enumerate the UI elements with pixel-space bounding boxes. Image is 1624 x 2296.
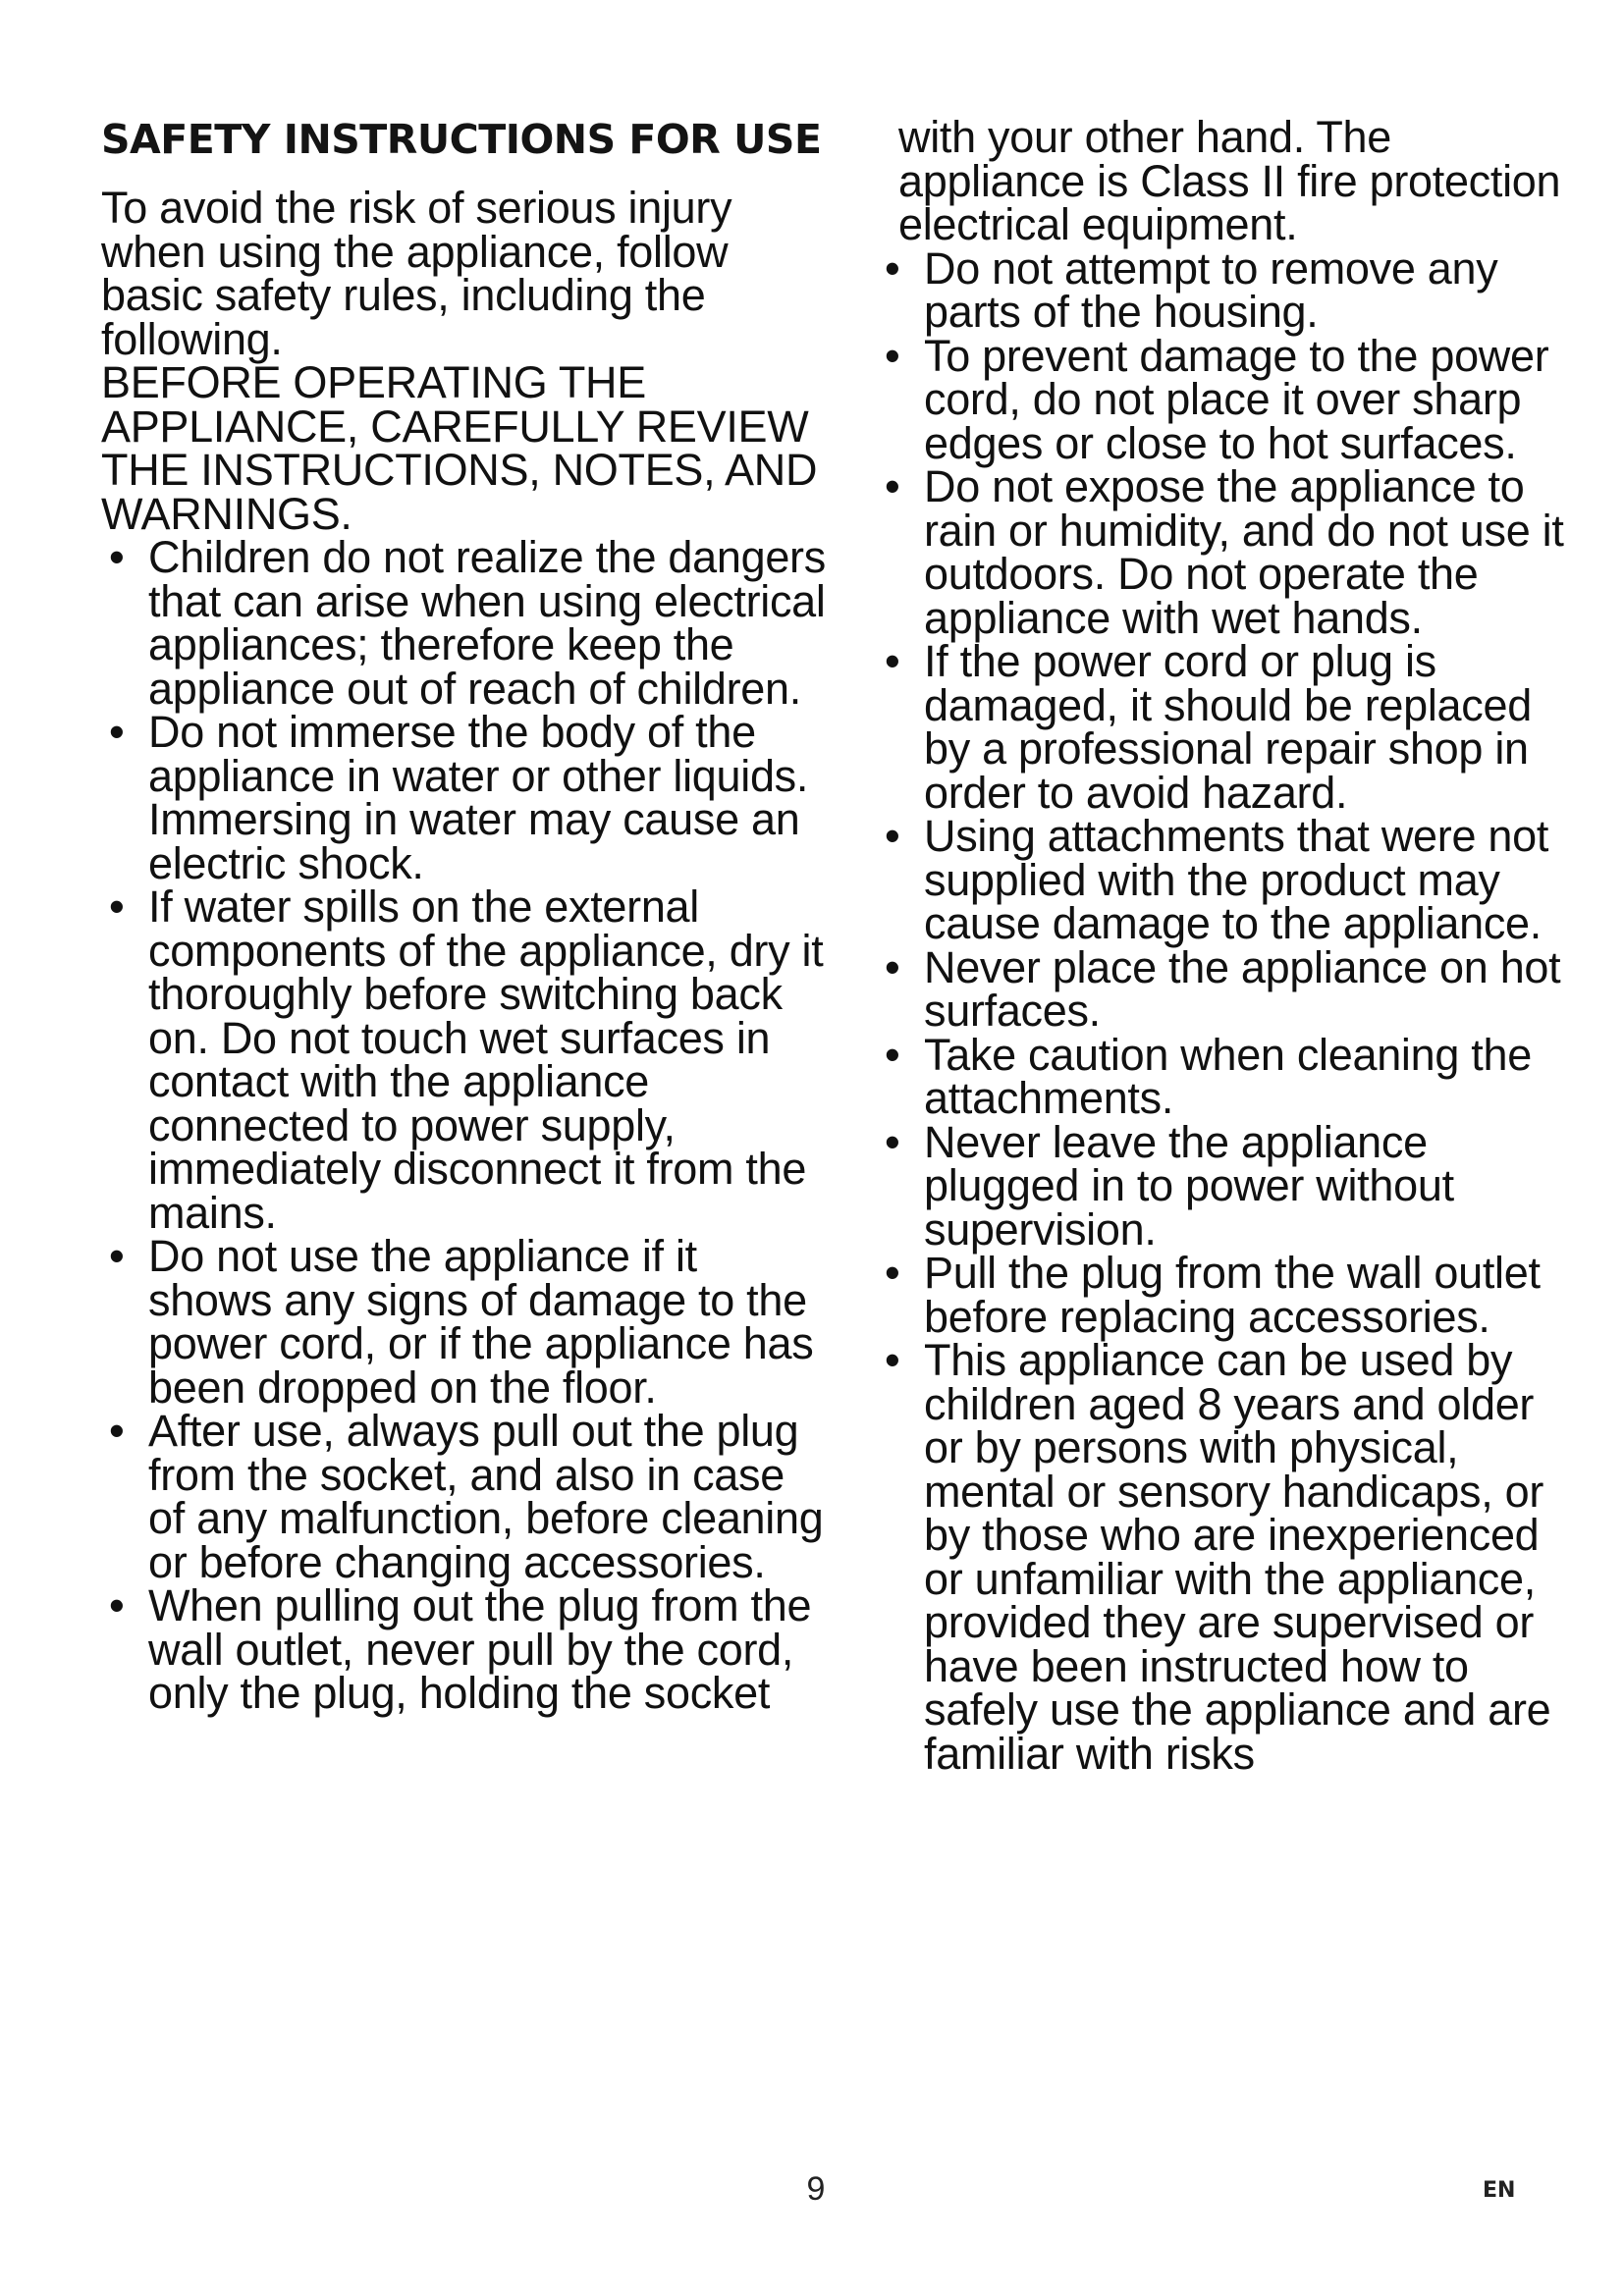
right-column bbox=[877, 112, 1584, 1779]
warning-paragraph: BEFORE OPERATING THE APPLIANCE, CAREFULLY REVIEW THE INSTRUCTIONS, NOTES, AND WARNINGS. bbox=[101, 357, 818, 539]
list-item bbox=[101, 1580, 828, 1718]
list-item bbox=[877, 330, 1584, 468]
list-item bbox=[877, 461, 1584, 643]
bullet-icon: • bbox=[109, 532, 125, 582]
bullet-icon: • bbox=[885, 1116, 900, 1167]
list-item bbox=[877, 242, 1584, 337]
section-heading: SAFETY INSTRUCTIONS FOR USE bbox=[101, 116, 822, 163]
list-item-text: Do not use the appliance if it shows any signs of damage to the power cord, or if the appliance has been dropped on the floor. bbox=[148, 1231, 814, 1413]
list-item-text: Never place the appliance on hot surfaces. bbox=[924, 941, 1561, 1036]
list-item bbox=[877, 1335, 1584, 1779]
list-item bbox=[877, 636, 1584, 818]
bullet-icon: • bbox=[109, 1580, 125, 1630]
list-item bbox=[877, 1248, 1584, 1342]
bullet-icon: • bbox=[885, 1335, 900, 1385]
bullet-icon: • bbox=[885, 330, 900, 381]
page-number: 9 bbox=[806, 2170, 826, 2208]
list-item bbox=[877, 811, 1584, 948]
list-item-text: If water spills on the external components of the appliance, dry it thoroughly before switching back on. Do not touch wet surfaces in contact with the appliance connected to power supply, immediately disconnect it from the mains. bbox=[148, 881, 824, 1238]
bullet-icon: • bbox=[885, 461, 900, 511]
intro-paragraph: To avoid the risk of serious injury when using the appliance, follow basic safety rules, including the following. bbox=[101, 183, 732, 364]
list-item-text: Do not immerse the body of the appliance in water or other liquids. Immersing in water may cause an electric shock. bbox=[148, 707, 809, 888]
list-item-text: This appliance can be used by children aged 8 years and older or by persons with physical, mental or sensory handicaps, or by those who are inexperienced or unfamiliar with the appliance, provided they are supervised or have been instructed how to safely use the appliance and are familiar with risks bbox=[924, 1335, 1551, 1779]
bullet-icon: • bbox=[885, 242, 900, 294]
list-item bbox=[877, 941, 1584, 1036]
bullet-icon: • bbox=[885, 1029, 900, 1080]
list-item-text: To prevent damage to the power cord, do not place it over sharp edges or close to hot surfaces. bbox=[924, 330, 1549, 468]
list-item bbox=[101, 1231, 828, 1413]
list-item-text: Do not expose the appliance to rain or humidity, and do not use it outdoors. Do not operate the appliance with wet hands. bbox=[924, 461, 1564, 643]
bullet-icon: • bbox=[885, 811, 900, 861]
bullet-icon: • bbox=[885, 941, 900, 992]
right-safety-list bbox=[877, 242, 1584, 1779]
language-code: EN bbox=[1483, 2178, 1516, 2203]
continued-text: with your other hand. The appliance is Class II fire protection electrical equipment. bbox=[898, 112, 1561, 249]
list-item-text: Never leave the appliance plugged in to power without supervision. bbox=[924, 1116, 1454, 1255]
list-item-text: Pull the plug from the wall outlet before replacing accessories. bbox=[924, 1248, 1541, 1342]
list-item-text: Children do not realize the dangers that can arise when using electrical appliances; therefore keep the appliance out of reach of children. bbox=[148, 532, 826, 714]
bullet-icon: • bbox=[885, 1248, 900, 1298]
bullet-icon: • bbox=[109, 1406, 125, 1456]
list-item bbox=[877, 1116, 1584, 1255]
list-item bbox=[101, 707, 828, 888]
bullet-icon: • bbox=[885, 636, 900, 686]
list-item bbox=[877, 1029, 1584, 1123]
list-item-text: Take caution when cleaning the attachments. bbox=[924, 1029, 1532, 1123]
list-item-text: Do not attempt to remove any parts of the housing. bbox=[924, 242, 1498, 337]
bullet-icon: • bbox=[109, 881, 125, 932]
bullet-icon: • bbox=[109, 707, 125, 757]
list-item bbox=[101, 881, 828, 1238]
left-safety-list bbox=[101, 532, 828, 1718]
list-item bbox=[101, 532, 828, 714]
list-item-text: When pulling out the plug from the wall outlet, never pull by the cord, only the plug, holding the socket bbox=[148, 1580, 812, 1718]
list-item-text: After use, always pull out the plug from the socket, and also in case of any malfunction, before cleaning or before changing accessories. bbox=[148, 1406, 824, 1587]
list-item-text: Using attachments that were not supplied with the product may cause damage to the appliance. bbox=[924, 811, 1549, 948]
left-column bbox=[101, 183, 828, 1718]
list-item bbox=[101, 1406, 828, 1587]
list-item-text: If the power cord or plug is damaged, it should be replaced by a professional repair shop in order to avoid hazard. bbox=[924, 636, 1532, 818]
bullet-icon: • bbox=[109, 1231, 125, 1281]
